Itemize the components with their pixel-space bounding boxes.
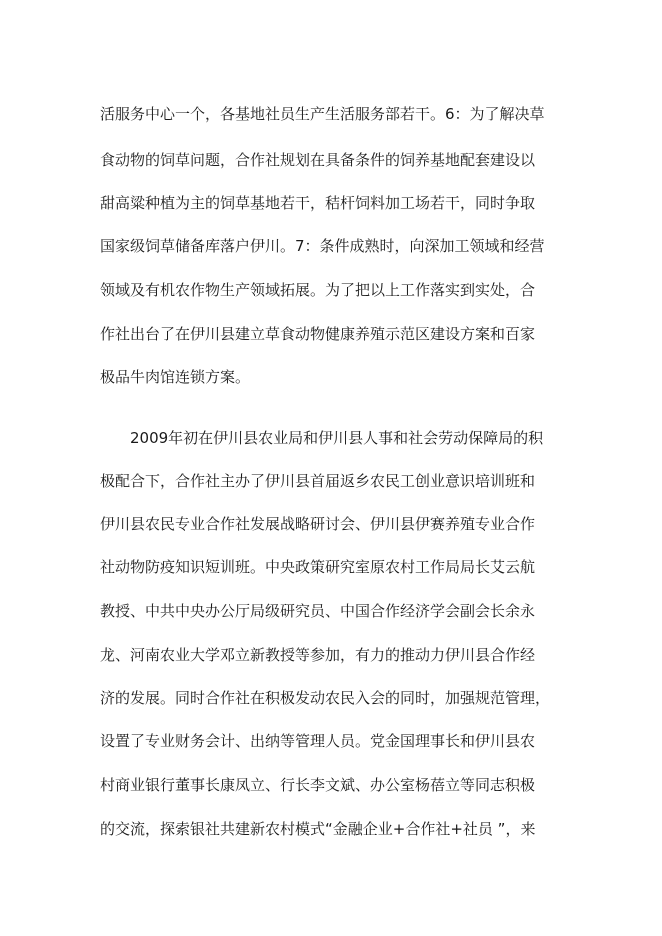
paragraph-1-line-4: 国家级饲草储备库落户伊川。7：条件成熟时，向深加工领域和经营 [100,237,545,255]
paragraph-2-line-6: 龙、河南农业大学邓立新教授等参加，有力的推动力伊川县合作经 [100,646,536,664]
paragraph-1-line-3: 甜高粱种植为主的饲草基地若干，秸杆饲料加工场若干，同时争取 [100,194,536,212]
paragraph-2-line-8: 设置了专业财务会计、出纳等管理人员。党金国理事长和伊川县农 [100,732,536,750]
paragraph-1-line-2: 食动物的饲草问题，合作社规划在具备条件的饲养基地配套建设以 [100,151,536,169]
paragraph-2-line-10: 的交流，探索银社共建新农村模式“金融企业+合作社+社员 ”，来 [100,820,536,838]
paragraph-2-line-4: 社动物防疫知识短训班。中央政策研究室原农村工作局局长艾云航 [100,558,536,576]
paragraph-2-line-9: 村商业银行董事长康凤立、行长李文斌、办公室杨蓓立等同志积极 [100,776,536,794]
paragraph-2-line-5: 教授、中共中央办公厅局级研究员、中国合作经济学会副会长余永 [100,602,536,620]
paragraph-1-line-1: 活服务中心一个，各基地社员生产生活服务部若干。6：为了解决草 [100,105,545,123]
paragraph-1-line-7: 极品牛肉馆连锁方案。 [100,368,251,386]
paragraph-2-line-7: 济的发展。同时合作社在积极发动农民入会的同时，加强规范管理， [100,689,551,707]
paragraph-1-line-5: 领域及有机农作物生产领域拓展。为了把以上工作落实到实处，合 [100,281,536,299]
paragraph-2-line-3: 伊川县农民专业合作社发展战略研讨会、伊川县伊赛养殖专业合作 [100,515,536,533]
paragraph-2-line-1: 2009年初在伊川县农业局和伊川县人事和社会劳动保障局的积 [130,429,544,447]
paragraph-2-line-2: 极配合下，合作社主办了伊川县首届返乡农民工创业意识培训班和 [100,472,536,490]
paragraph-1-line-6: 作社出台了在伊川县建立草食动物健康养殖示范区建设方案和百家 [100,325,536,343]
